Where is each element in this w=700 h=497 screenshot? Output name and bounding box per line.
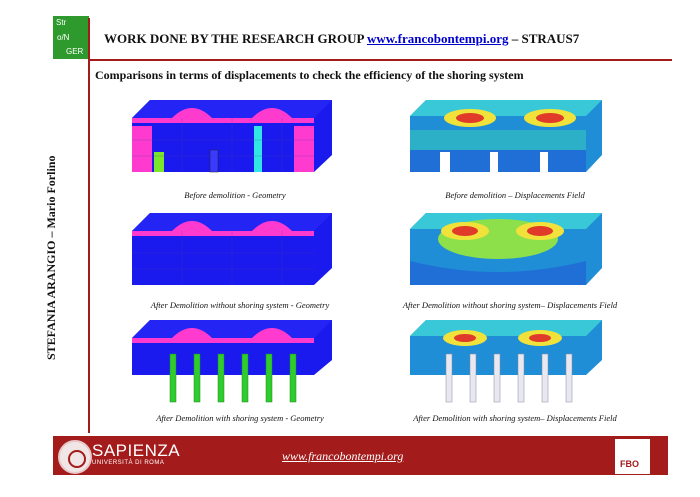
header-link[interactable]: www.francobontempi.org [366, 31, 509, 46]
footer-brand-sub: UNIVERSITÀ DI ROMA [92, 460, 165, 466]
caption-before-geometry: Before demolition - Geometry [184, 190, 286, 200]
header-prefix: WORK DONE BY THE RESEARCH GROUP [104, 31, 364, 46]
author-primary: STEFANIA ARANGIO [44, 240, 58, 360]
displacement-without-shoring-image [410, 213, 610, 293]
slide-subtitle: Comparisons in terms of displacements to check the efficiency of the shoring system [95, 68, 524, 82]
caption-with-shoring-geometry: After Demolition with shoring system - Geometry [156, 413, 324, 423]
side-author [44, 156, 59, 360]
author-secondary: Mario Forlino [44, 155, 58, 229]
header-divider [88, 59, 672, 61]
slide-header [104, 31, 579, 47]
footer-link[interactable]: www.francobontempi.org [282, 449, 404, 463]
logo-text-1: Str [56, 18, 67, 27]
logo-text-3: GER [66, 47, 84, 56]
vertical-divider [88, 18, 90, 433]
caption-with-shoring-displacement: After Demolition with shoring system– Displacements Field [413, 413, 617, 423]
caption-without-shoring-displacement: After Demolition without shoring system– Displacements Field [402, 300, 618, 310]
caption-without-shoring-geometry: After Demolition without shoring system - Geometry [150, 300, 330, 310]
displacement-with-shoring-image [410, 320, 610, 405]
strongers-logo [53, 16, 89, 59]
geometry-with-shoring-image [132, 320, 342, 405]
footer-brand: SAPIENZA [92, 441, 181, 460]
sapienza-seal-icon [58, 440, 92, 474]
geometry-without-shoring-image [132, 213, 342, 293]
geometry-before-image [132, 100, 342, 180]
header-suffix: – STRAUS7 [511, 31, 580, 46]
author-separator: – [44, 228, 58, 241]
fbo-text: FBO [620, 459, 639, 469]
caption-before-displacement: Before demolition – Displacements Field [445, 190, 585, 200]
displacement-before-image [410, 100, 610, 180]
logo-text-2: o/N [57, 33, 70, 42]
fbo-logo [614, 438, 651, 475]
